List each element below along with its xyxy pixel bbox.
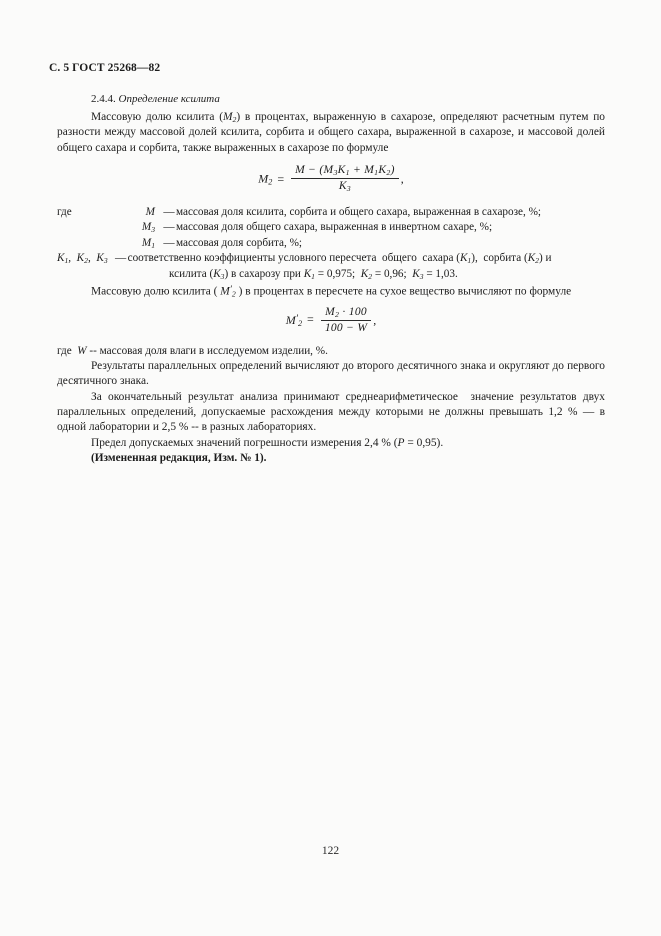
definition-symbol-m3: $M_3$ [141, 221, 155, 235]
gde-label: где [57, 205, 72, 218]
page-number: 122 [321, 845, 340, 857]
paragraph-error-limit: Предел допускаемых значений погрешности измерения 2,4 % (P = 0,95). [91, 436, 444, 449]
definition-dash: — [163, 205, 175, 218]
revision-note: (Измененная редакция, Изм. № 1). [91, 452, 267, 465]
page-content [57, 92, 605, 466]
definition-symbol-k: $K_1$, $K_2$, $K_3$ [57, 252, 108, 266]
definition-row-m [57, 205, 605, 220]
definition-symbol-m: M [145, 205, 155, 218]
formula-xylitol-dry-matter [57, 307, 605, 335]
definition-row-m3 [57, 220, 605, 236]
formula-2-expression: $M'_2$ = $\frac{M_2 \cdot 100}{100 - W}$ , [285, 305, 377, 334]
paragraph-final-result: За окончательный результат анализа принимают среднеарифметическое значение результатов двух параллельных определений, допускаемые расхождения между которыми не должны превышать 1,2 % — в одной лаборатории и 2,5 % -- в разных лабораториях. [57, 390, 605, 434]
definition-list [57, 205, 605, 283]
definition-symbol-m1: $M_1$ [141, 236, 155, 250]
definition-text-m: массовая доля ксилита, сорбита и общего сахара, выраженная в сахарозе, %; [176, 205, 542, 218]
paragraph-dry-matter-intro: Массовую долю ксилита ( $M'_2$ ) в процентах в пересчете на сухое вещество вычисляют по формуле [91, 283, 572, 299]
definition-dash: — [163, 221, 175, 234]
definition-coefficients-continuation: ксилита $(K_3)$ в сахарозу при $K_1 = 0,975$; $K_2 = 0,96$; $K_3 = 1,03$. [169, 267, 458, 282]
section-number: 2.4.4. [91, 93, 116, 105]
page-header: С. 5 ГОСТ 25268—82 [49, 62, 161, 74]
formula-xylitol-sucrose [57, 165, 605, 194]
definition-dash: — [115, 252, 127, 265]
paragraph-intro: Массовую долю ксилита $(M_2)$ в процентах, выраженную в сахарозе, определяют расчетным путем по разности между массовой долей ксилита, сорбита и общего сахара, выраженной в сахарозе, и массовой долей общего сахара и сорбита, также выраженных в сахарозе по формуле [57, 110, 605, 154]
paragraph-rounding: Результаты параллельных определений вычисляют до второго десятичного знака и округляют до первого десятичного знака. [57, 359, 605, 388]
definition-dash: — [163, 236, 175, 249]
definition-text-m1: массовая доля сорбита, %; [176, 236, 303, 249]
definition-text-k: соответственно коэффициенты условного пересчета общего сахара $(K_1)$, сорбита $(K_2)$ и [127, 252, 552, 266]
section-heading [57, 92, 605, 107]
formula-1-expression: $M_2$ = $\frac{M - (M_3K_1 + M_1K_2)}{K_3}$ , [258, 164, 404, 194]
definition-row-coefficients [57, 251, 605, 267]
definition-row-m1 [57, 236, 605, 252]
definition-text-m3: массовая доля общего сахара, выраженная в инвертном сахаре, %; [176, 221, 493, 234]
paragraph-where-w: где W -- массовая доля влаги в исследуемом изделии, %. [57, 344, 328, 357]
section-title: Определение ксилита [118, 93, 220, 105]
